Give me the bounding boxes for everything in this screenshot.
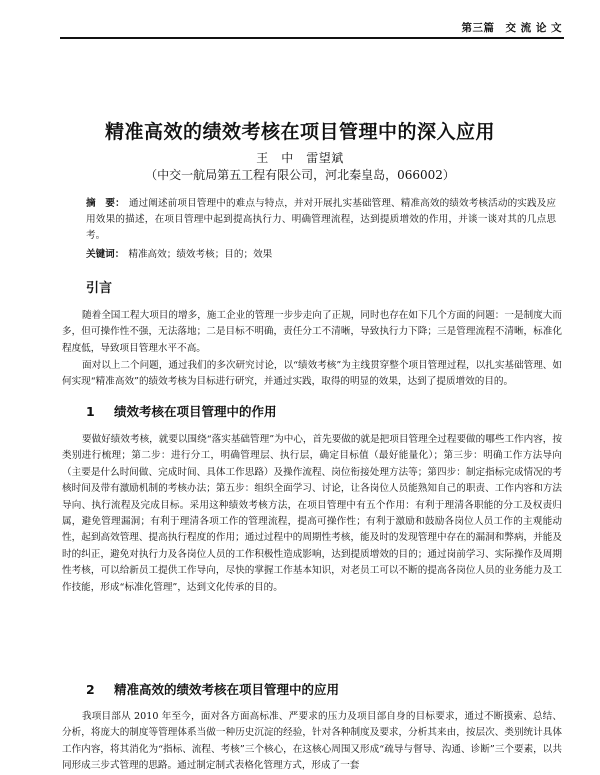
running-header: 第三篇 交 流 论 文 [461,22,562,34]
paper-title: 精准高效的绩效考核在项目管理中的深入应用 [104,121,495,143]
section-2-heading [86,680,339,698]
abstract-text: 通过阐述前项目管理中的难点与特点，并对开展扎实基础管理、精准高效的绩效考核活动的实践及应用效果的描述，在项目管理中起到提高执行力、明确管理流程，达到提质增效的作用，并谈一谈对其的几点思考。 [86,198,556,241]
keywords-label: 关键词： [86,249,125,260]
abstract-label: 摘 要： [86,198,125,209]
paper-affiliation: （中交一航局第五工程有限公司，河北秦皇岛，066002） [145,168,455,182]
section-2-paragraph: 我项目部从 2010 年至今，面对各方面高标准、严要求的压力及项目部自身的目标要求，通过不断摸索、总结、分析，将庞大的制度等管理体系当做一种历史沉淀的经验，针对各种制度及要求，分析其来由，按层次、类别统计具体工作内容，将其消化为“指标、流程、考核”三个核心，在这核心周围又形成“疏导与督导、沟通、诊断”三个要素，以共同形成三步式管理的思路。通过制定制式表格化管理方式，形成了一套 [62,711,562,772]
section-1-number: 1 [86,404,95,419]
keywords [86,247,556,263]
intro-paragraph-2: 面对以上二个问题，通过我们的多次研究讨论，以“绩效考核”为主线贯穿整个项目管理过程，以扎实基础管理、如何实现“精准高效”的绩效考核为目标进行研究，并通过实践，取得的明显的效果，达到了提质增效的目的。 [62,360,562,388]
header-rule [60,37,564,39]
abstract [86,196,556,244]
keywords-text: 精准高效；绩效考核；目的；效果 [128,249,273,260]
section-2-title: 精准高效的绩效考核在项目管理中的应用 [114,682,340,697]
paper-authors: 王 中 雷望斌 [256,151,344,165]
intro-paragraph-1: 随着全国工程大项目的增多，施工企业的管理一步步走向了正规，同时也存在如下几个方面的问题：一是制度大而多，但可操作性不强，无法落地；二是目标不明确，责任分工不清晰，导致执行力下降；三是管理流程不清晰，标准化程度低，导致项目管理水平不高。 [62,310,562,354]
section-1-title: 绩效考核在项目管理中的作用 [114,404,277,419]
intro-heading: 引言 [86,281,113,296]
section-1-heading [86,402,277,420]
section-1-paragraph: 要做好绩效考核，就要以围绕“落实基础管理”为中心，首先要做的就是把项目管理全过程要做的哪些工作内容，按类别进行梳理；第二步：进行分工，明确管理层、执行层，确定目标值（最好能量化）；第三步：明确工作方法导向（主要是什么时间做、完成时间、具体工作思路）及操作流程、岗位衔接处理方法等；第四步：制定指标完成情况的考核时间及带有激励机制的考核办法；第五步：组织全面学习、讨论，让各岗位人员能熟知自己的职责、工作内容和方法导向、执行流程及完成目标。采用这种绩效考核方法，在项目管理中有五个作用：有利于理清各职能的分工及权责归属，避免管理漏洞；有利于理清各项工作的管理流程，提高可操作性；有利于激励和鼓励各岗位人员工作的主观能动性，起到高效管理、提高执行程度的作用；通过过程中的周期性考核，能及时的发现管理中存在的漏洞和弊病，并能及时的纠正，避免对执行力及各岗位人员的工作积极性造成影响，达到提质增效的目的；通过岗前学习、实际操作及周期性考核，可以给新员工提供工作导向，尽快的掌握工作基本知识，对老员工可以不断的提高各岗位人员的业务能力及工作技能，形成“标准化管理”，达到文化传承的目的。 [62,434,562,593]
section-2-number: 2 [86,682,95,697]
